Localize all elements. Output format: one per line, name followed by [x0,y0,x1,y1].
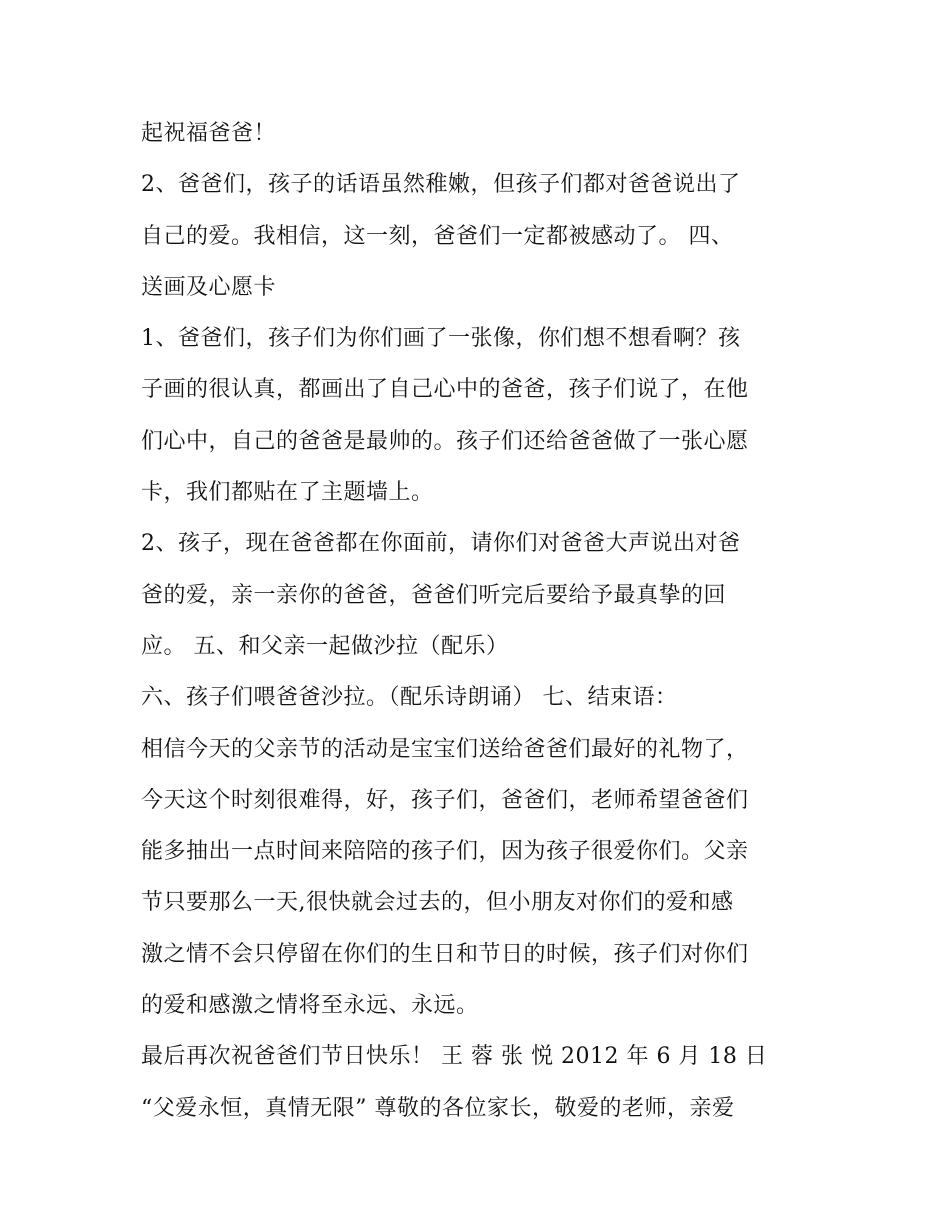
text-line: 们心中，自己的爸爸是最帅的。孩子们还给爸爸做了一张心愿 [141,428,749,454]
text-line: 应。 五、和父亲一起做沙拉（配乐） [141,633,509,659]
text-line: 能多抽出一点时间来陪陪的孩子们，因为孩子很爱你们。父亲 [141,839,749,865]
text-line: 节只要那么一天,很快就会过去的，但小朋友对你们的爱和感 [141,890,734,916]
text-line: 相信今天的父亲节的活动是宝宝们送给爸爸们最好的礼物了， [141,736,749,762]
text-line: 子画的很认真，都画出了自己心中的爸爸，孩子们说了，在他 [141,377,749,403]
text-line: 最后再次祝爸爸们节日快乐！ 王 蓉 张 悦 2012 年 6 月 18 日 [141,1044,768,1070]
document-body [141,108,821,1134]
text-line: 2、爸爸们，孩子的话语虽然稚嫩，但孩子们都对爸爸说出了 [141,172,741,198]
text-line: 今天这个时刻很难得，好，孩子们，爸爸们，老师希望爸爸们 [141,787,749,813]
text-line: 卡，我们都贴在了主题墙上。 [141,480,434,506]
text-line: 1、爸爸们，孩子们为你们画了一张像，你们想不想看啊？孩 [141,326,741,352]
text-line: 自己的爱。我相信，这一刻，爸爸们一定都被感动了。 四、 [141,223,734,249]
text-line: 起祝福爸爸！ [141,121,277,146]
text-line: 送画及心愿卡 [141,274,277,300]
text-line: 的爱和感激之情将至永远、永远。 [141,993,479,1019]
text-line: “父爱永恒，真情无限” 尊敬的各位家长，敬爱的老师，亲爱 [141,1095,735,1121]
text-line: 激之情不会只停留在你们的生日和节日的时候，孩子们对你们 [141,941,749,967]
text-line: 六、孩子们喂爸爸沙拉。（配乐诗朗诵） 七、结束语： [141,685,678,711]
text-line: 爸的爱，亲一亲你的爸爸，爸爸们听完后要给予最真挚的回 [141,582,727,608]
text-line: 2、孩子，现在爸爸都在你面前，请你们对爸爸大声说出对爸 [141,531,741,557]
